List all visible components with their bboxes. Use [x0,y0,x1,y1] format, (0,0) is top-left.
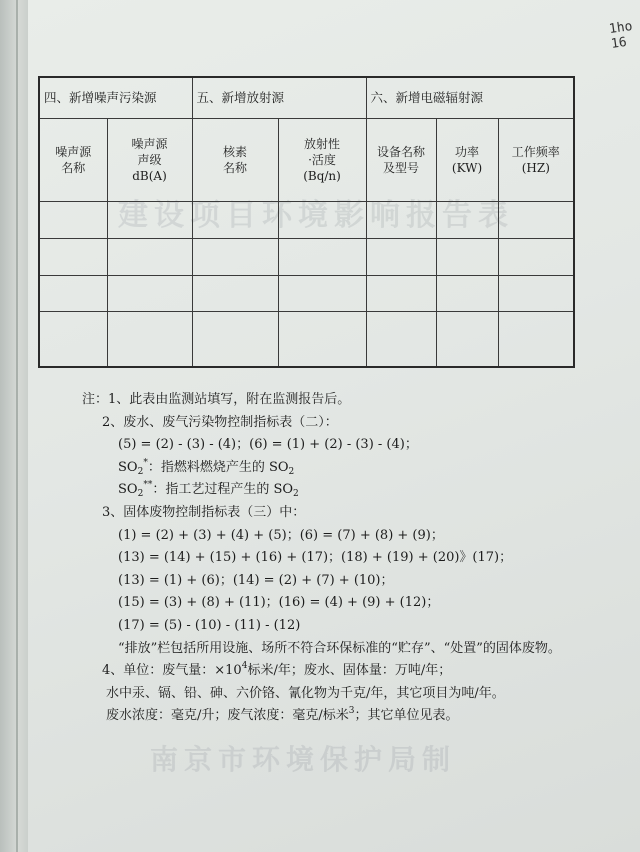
note-4-units: 4、单位：废气量：$\times 10^4$标米/年；废水、固体量：万吨/年； [102,661,452,679]
table-cell[interactable] [39,202,107,239]
table-row [39,312,574,367]
table-cell[interactable] [498,312,574,367]
note-3-heading: 3、固体废物控制指标表（三）中： [102,504,306,520]
binder-line [16,0,18,852]
table-cell[interactable] [278,312,366,367]
table-cell[interactable] [436,238,498,275]
col-header-activity: 放射性 ·活度 (Bq/n) [278,119,366,202]
table-cell[interactable] [107,202,192,239]
note-so2-process: $SO_2^{**}$：指工艺过程产生的 $SO_2$ [118,480,299,500]
table-cell[interactable] [39,238,107,275]
col-header-noise-level: 噪声源 声级 dB(A) [107,119,192,202]
table-cell[interactable] [192,275,278,312]
note-4-concentration: 废水浓度：毫克/升；废气浓度：毫克/标米$^3$；其它单位见表。 [106,706,459,724]
note-so2-combustion: $SO_2^*$：指燃料燃烧产生的 $SO_2$ [118,457,295,477]
col-header-frequency: 工作频率 (HZ) [498,119,574,202]
table-row [39,238,574,275]
section-electromagnetic: 六、新增电磁辐射源 [366,77,574,119]
table-cell[interactable] [39,275,107,312]
note-3-formula-4: (15) = (3) + (8) + (11)；(16) = (4) + (9) + (12)； [118,595,440,611]
col-header-noise-source-name: 噪声源 名称 [39,119,107,202]
table-cell[interactable] [436,312,498,367]
table-cell[interactable] [278,238,366,275]
table-row [39,275,574,312]
table-cell[interactable] [498,275,574,312]
note-3-formula-1: (1) = (2) + (3) + (4) + (5)；(6) = (7) + (8) + (9)； [118,527,444,543]
note-1: 注：1、此表由监测站填写，附在监测报告后。 [82,392,351,407]
table-cell[interactable] [366,312,436,367]
col-header-equipment-model: 设备名称 及型号 [366,119,436,202]
note-4-heavy-metals: 水中汞、镉、铅、砷、六价铬、氰化物为千克/年，其它项目为吨/年。 [106,685,505,701]
table-cell[interactable] [192,202,278,239]
section-row [39,77,574,119]
col-header-nuclide-name: 核素 名称 [192,119,278,202]
col-header-power: 功率 (KW) [436,119,498,202]
section-radioactive: 五、新增放射源 [192,77,366,119]
binder-edge [0,0,30,852]
table-cell[interactable] [192,312,278,367]
table-cell[interactable] [436,202,498,239]
table-cell[interactable] [366,238,436,275]
notes-section [82,389,622,728]
table-cell[interactable] [278,275,366,312]
table-cell[interactable] [107,312,192,367]
show-through-issuer: 南京市环境保护局制 [150,743,457,776]
section-noise: 四、新增噪声污染源 [39,77,192,119]
table-cell[interactable] [366,275,436,312]
show-through-title: 建设项目环境影响报告表 [118,198,514,233]
table-cell[interactable] [366,202,436,239]
note-3-formula-3: (13) = (1) + (6)；(14) = (2) + (7) + (10)； [118,572,394,588]
table-row [39,202,574,239]
table-cell[interactable] [107,275,192,312]
table-cell[interactable] [39,312,107,367]
table-cell[interactable] [278,202,366,239]
note-3-formula-5: (17) = (5) - (10) - (11) - (12) [118,617,301,633]
header-row [39,119,574,202]
table-cell[interactable] [498,238,574,275]
note-2-formula: (5) = (2) - (3) - (4)；(6) = (1) + (2) - (3) - (4)； [118,437,418,453]
note-discharge-definition: “排放”栏包括所用设施、场所不符合环保标准的“贮存”、“处置”的固体废物。 [118,640,561,656]
note-2-heading: 2、废水、废气污染物控制指标表（二）： [102,414,338,430]
table-cell[interactable] [498,202,574,239]
handwritten-page-number: 1ho 16 [608,18,634,52]
table-cell[interactable] [436,275,498,312]
table-cell[interactable] [192,238,278,275]
table-cell[interactable] [107,238,192,275]
note-3-formula-2: (13) = (14) + (15) + (16) + (17)；(18) + (19) + (20)》(17)； [118,550,513,566]
pollution-source-table [38,76,575,368]
